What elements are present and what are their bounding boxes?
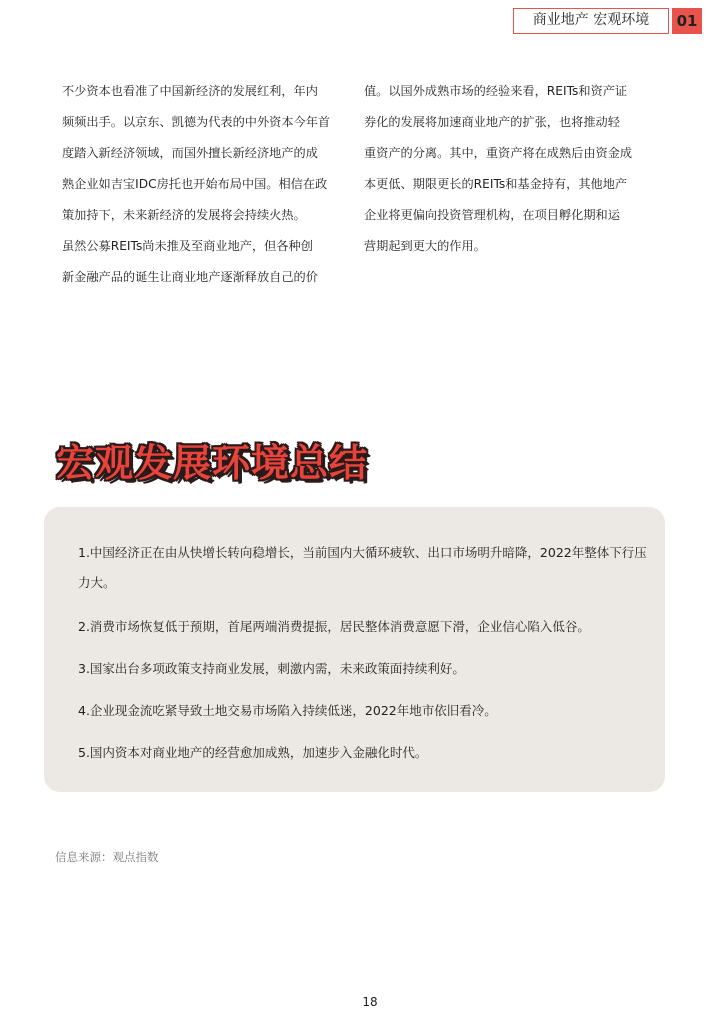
body-line: 营期起到更大的作用。 [364, 239, 486, 253]
summary-item: 4.企业现金流吃紧导致土地交易市场陷入持续低迷，2022年地市依旧看冷。 [78, 703, 497, 718]
body-line: 频频出手。以京东、凯德为代表的中外资本今年首 [62, 115, 331, 129]
body-column-right [364, 76, 656, 262]
page-number: 18 [362, 995, 378, 1009]
body-line: 新金融产品的诞生让商业地产逐渐释放自己的价 [62, 270, 318, 284]
body-line: 策加持下，未来新经济的发展将会持续火热。 [62, 208, 306, 222]
section-header-tag [513, 8, 702, 34]
body-line: 值。以国外成熟市场的经验来看，REITs和资产证 [364, 84, 628, 98]
body-line: 虽然公募REITs尚未推及至商业地产，但各种创 [62, 239, 313, 253]
summary-item: 5.国内资本对商业地产的经营愈加成熟，加速步入金融化时代。 [78, 745, 428, 760]
body-line: 重资产的分离。其中，重资产将在成熟后由资金成 [364, 146, 633, 160]
body-line: 度踏入新经济领域，而国外擅长新经济地产的成 [62, 146, 318, 160]
summary-item: 2.消费市场恢复低于预期，首尾两端消费提振，居民整体消费意愿下滑，企业信心陷入低谷。 [78, 619, 590, 634]
body-line: 不少资本也看准了中国新经济的发展红利，年内 [62, 84, 318, 98]
summary-item: 1.中国经济正在由从快增长转向稳增长，当前国内大循环疲软、出口市场明升暗降，2022年整体下行压力大。 [78, 545, 647, 590]
body-column-left [62, 76, 352, 293]
summary-item: 3.国家出台多项政策支持商业发展，刺激内需，未来政策面持续利好。 [78, 661, 465, 676]
body-line: 企业将更偏向投资管理机构，在项目孵化期和运 [364, 208, 620, 222]
body-line: 熟企业如吉宝IDC房托也开始布局中国。相信在政 [62, 177, 328, 191]
body-line: 本更低、期限更长的REITs和基金持有，其他地产 [364, 177, 628, 191]
summary-box [44, 507, 665, 792]
body-line: 券化的发展将加速商业地产的扩张，也将推动轻 [364, 115, 620, 129]
source-note: 信息来源：观点指数 [55, 850, 159, 864]
section-header-title: 商业地产 宏观环境 [513, 8, 669, 34]
section-title: 宏观发展环境总结 [56, 441, 369, 485]
section-header-number: 01 [672, 8, 702, 34]
